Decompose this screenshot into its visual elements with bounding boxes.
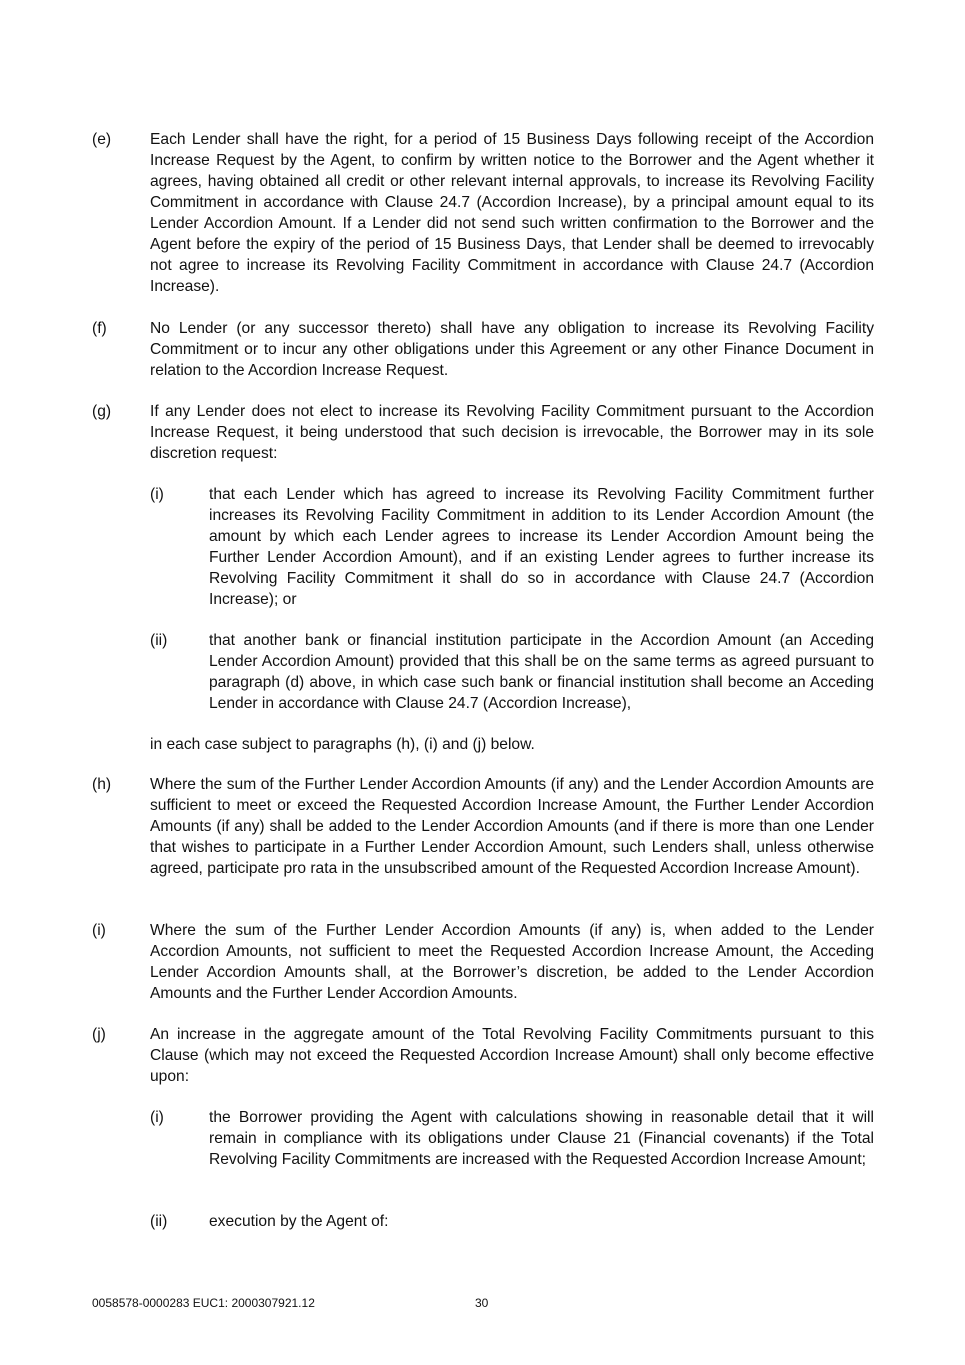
subclause-label: (ii) [150,632,168,649]
subclause-text: execution by the Agent of: [209,1213,389,1230]
clause-text: If any Lender does not elect to increase its Revolving Facility Commitment pursuant to the Accordion Increase Request, it being understood that such decision is irrevocable, the Borrower may in its sole discretion request: [150,403,874,462]
clause-label: (h) [92,776,112,793]
clause-text: No Lender (or any successor thereto) shall have any obligation to increase its Revolving Facility Commitment or to incur any other obligations under this Agreement or any other Finance Document in relation to the Accordion Increase Request. [150,320,874,379]
clause-i [92,920,874,1004]
subclause-text: that another bank or financial institution participate in the Accordion Amount (an Acceding Lender Accordion Amount) provided that this shall be on the same terms as agreed pursuant to paragraph (d) above, in which case such bank or financial institution shall become an Acceding Lender in accordance with Clause 24.7 (Accordion Increase), [209,632,874,712]
page-number: 30 [475,1296,489,1310]
clause-label: (f) [92,320,107,337]
clause-label: (j) [92,1026,106,1043]
document-reference: 0058578-0000283 EUC1: 2000307921.12 [92,1296,315,1310]
subclause-g-i [150,484,874,610]
clause-f [92,318,874,381]
clause-label: (i) [92,922,106,939]
subclause-label: (ii) [150,1213,168,1230]
clause-text: An increase in the aggregate amount of the Total Revolving Facility Commitments pursuant to this Clause (which may not exceed the Requested Accordion Increase Amount) shall only become effective upon: [150,1026,874,1085]
clause-g [92,401,874,464]
clause-j [92,1024,874,1087]
subclause-label: (i) [150,486,164,503]
subclause-text: the Borrower providing the Agent with calculations showing in reasonable detail that it will remain in compliance with its obligations under Clause 21 (Financial covenants) if the Total Revolving Facility Commitments are increased with the Requested Accordion Increase Amount; [209,1109,874,1168]
subclause-label: (i) [150,1109,164,1126]
clause-h [92,774,874,879]
clause-text: Each Lender shall have the right, for a period of 15 Business Days following receipt of the Accordion Increase Request by the Agent, to confirm by written notice to the Borrower and the Agent whether it agrees, having obtained all credit or other relevant internal approvals, to increase its Revolving Facility Commitment in accordance with Clause 24.7 (Accordion Increase), by a principal amount equal to its Lender Accordion Amount. If a Lender did not send such written confirmation to the Borrower and the Agent before the expiry of the period of 15 Business Days, that Lender shall be deemed to irrevocably not agree to increase its Revolving Facility Commitment in accordance with Clause 24.7 (Accordion Increase). [150,131,874,295]
clause-e [92,129,874,297]
subclause-text: that each Lender which has agreed to increase its Revolving Facility Commitment further increases its Revolving Facility Commitment in addition to its Lender Accordion Amount (the amount by which each Lender agrees to increase its Lender Accordion Amount being the Further Lender Accordion Amount), and if an existing Lender agrees to further increase its Revolving Facility Commitment it shall do so in accordance with Clause 24.7 (Accordion Increase); or [209,486,874,608]
clause-label: (g) [92,403,112,420]
subclause-j-i [150,1107,874,1170]
clause-g-closing: in each case subject to paragraphs (h), (i) and (j) below. [150,736,535,753]
clause-text: Where the sum of the Further Lender Accordion Amounts (if any) and the Lender Accordion Amounts are sufficient to meet or exceed the Requested Accordion Increase Amount, the Further Lender Accordion Amounts (if any) shall be added to the Lender Accordion Amounts (and if there is more than one Lender that wishes to participate in a Further Lender Accordion Amount, such Lenders shall, unless otherwise agreed, participate pro rata in the unsubscribed amount of the Requested Accordion Increase Amount). [150,776,874,877]
clause-text: Where the sum of the Further Lender Accordion Amounts (if any) is, when added to the Lender Accordion Amounts, not sufficient to meet the Requested Accordion Increase Amount, the Acceding Lender Accordion Amounts shall, at the Borrower’s discretion, be added to the Lender Accordion Amounts and the Further Lender Accordion Amounts. [150,922,874,1002]
subclause-j-ii [150,1211,874,1232]
subclause-g-ii [150,630,874,714]
clause-label: (e) [92,131,112,148]
